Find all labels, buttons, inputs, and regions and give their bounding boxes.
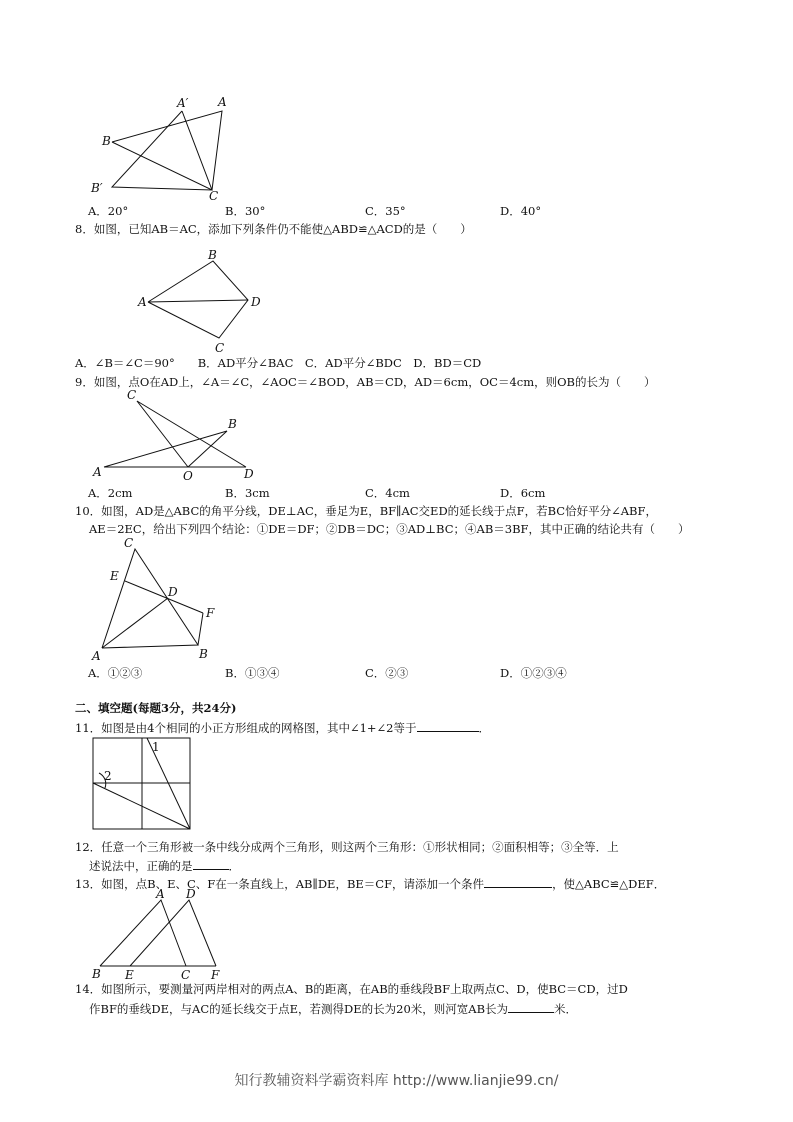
q7-label-a: A — [218, 95, 227, 109]
q13-stem: 13．如图，点B、E、C、F在一条直线上，AB∥DE，BE＝CF，请添加一个条件 — [75, 877, 485, 891]
q9-option-d: D．6cm — [500, 486, 546, 500]
q7-option-b: B．30° — [225, 204, 266, 218]
q8-label-b: B — [208, 248, 217, 262]
q7-label-c: C — [209, 189, 219, 202]
q11-end: ． — [478, 721, 490, 735]
q11-label-2: 2 — [104, 769, 112, 783]
q10-label-d: D — [168, 585, 178, 599]
q7-option-d: D．40° — [500, 204, 542, 218]
q9-figure — [90, 387, 265, 482]
q10-stem-line1: 10．如图，AD是△ABC的角平分线，DE⊥AC，垂足为E，BF∥AC交ED的延长线于点F，若BC恰好平分∠ABF， — [75, 504, 657, 518]
footer-watermark: 知行教辅资料学霸资料库 http://www.lianjie99.cn/ — [234, 1073, 559, 1089]
q9-option-a: A．2cm — [88, 486, 133, 500]
q12-answer-blank[interactable] — [193, 857, 229, 870]
q8-label-d: D — [251, 295, 261, 309]
q10-stem-line2: AE＝2EC，给出下列四个结论：①DE＝DF；②DB＝DC；③AD⊥BC；④AB＝3BF，其中正确的结论共有（ ） — [89, 522, 690, 536]
q14-end: 米． — [554, 1002, 578, 1016]
q11-stem: 11．如图是由4个相同的小正方形组成的网格图，其中∠1+∠2等于 — [75, 721, 417, 735]
q9-option-c: C．4cm — [365, 486, 410, 500]
q14-line2: 作BF的垂线DE，与AC的延长线交于点E，若测得DE的长为20米，则河宽AB长为 — [89, 1002, 509, 1016]
q13-label-d: D — [186, 887, 196, 901]
q10-option-a: A．①②③ — [88, 666, 143, 680]
q8-label-a: A — [138, 295, 147, 309]
q14-line1: 14．如图所示，要测量河两岸相对的两点A、B的距离，在AB的垂线段BF上取两点C、D，使BC＝CD，过D — [75, 982, 628, 996]
q12-line1: 12．任意一个三角形被一条中线分成两个三角形，则这两个三角形：①形状相同；②面积相等；③全等．上 — [75, 840, 619, 854]
q10-label-b: B — [199, 647, 208, 661]
q7-option-a: A．20° — [88, 204, 129, 218]
q8-stem: 8．如图，已知AB＝AC，添加下列条件仍不能使△ABD≌△ACD的是（ ） — [75, 222, 472, 236]
q10-option-c: C．②③ — [365, 666, 409, 680]
q11-label-1: 1 — [152, 740, 160, 754]
q7-figure — [85, 92, 245, 202]
q13-label-c: C — [181, 968, 191, 981]
q8-label-c: C — [215, 341, 225, 355]
q9-label-b: B — [228, 417, 237, 431]
q7-label-b: B — [102, 134, 111, 148]
q13-label-b: B — [92, 967, 101, 981]
q10-figure — [88, 535, 228, 665]
q12-end: ． — [228, 859, 240, 873]
q9-label-a: A — [93, 465, 102, 479]
q10-label-e: E — [110, 569, 119, 583]
q8-options: A．∠B＝∠C＝90° B．AD平分∠BAC C．AD平分∠BDC D．BD＝CD — [75, 356, 482, 370]
q13-label-f: F — [211, 968, 220, 981]
q14-line2-row — [89, 1000, 577, 1017]
q13-answer-blank[interactable] — [484, 875, 552, 888]
q12-line2-row — [89, 857, 240, 874]
q11-answer-blank[interactable] — [417, 719, 479, 732]
q13-label-e: E — [125, 968, 134, 981]
q12-line2: 述说法中，正确的是 — [89, 859, 193, 873]
q10-option-b: B．①③④ — [225, 666, 280, 680]
q7-label-b-prime: B′ — [91, 181, 103, 195]
q7-option-c: C．35° — [365, 204, 406, 218]
q13-label-a: A — [156, 887, 165, 901]
q10-label-f: F — [206, 606, 215, 620]
q10-label-c: C — [124, 536, 134, 550]
q8-figure — [135, 245, 265, 355]
q10-label-a: A — [92, 649, 101, 663]
q9-label-o: O — [183, 469, 193, 482]
q11-figure — [91, 736, 193, 832]
q13-figure — [88, 886, 233, 981]
q14-answer-blank[interactable] — [508, 1000, 554, 1013]
section2-title: 二、填空题(每题3分，共24分) — [75, 701, 237, 715]
q11-stem-row — [75, 719, 490, 736]
q7-label-a-prime: A′ — [177, 96, 189, 110]
q9-label-c: C — [127, 388, 137, 402]
q9-option-b: B．3cm — [225, 486, 270, 500]
q13-end: ，使△ABC≌△DEF． — [552, 877, 666, 891]
q9-stem: 9．如图，点O在AD上，∠A＝∠C，∠AOC＝∠BOD，AB＝CD，AD＝6cm，OC＝4cm，则OB的长为（ ） — [75, 375, 656, 389]
q10-option-d: D．①②③④ — [500, 666, 567, 680]
q9-label-d: D — [244, 467, 254, 481]
